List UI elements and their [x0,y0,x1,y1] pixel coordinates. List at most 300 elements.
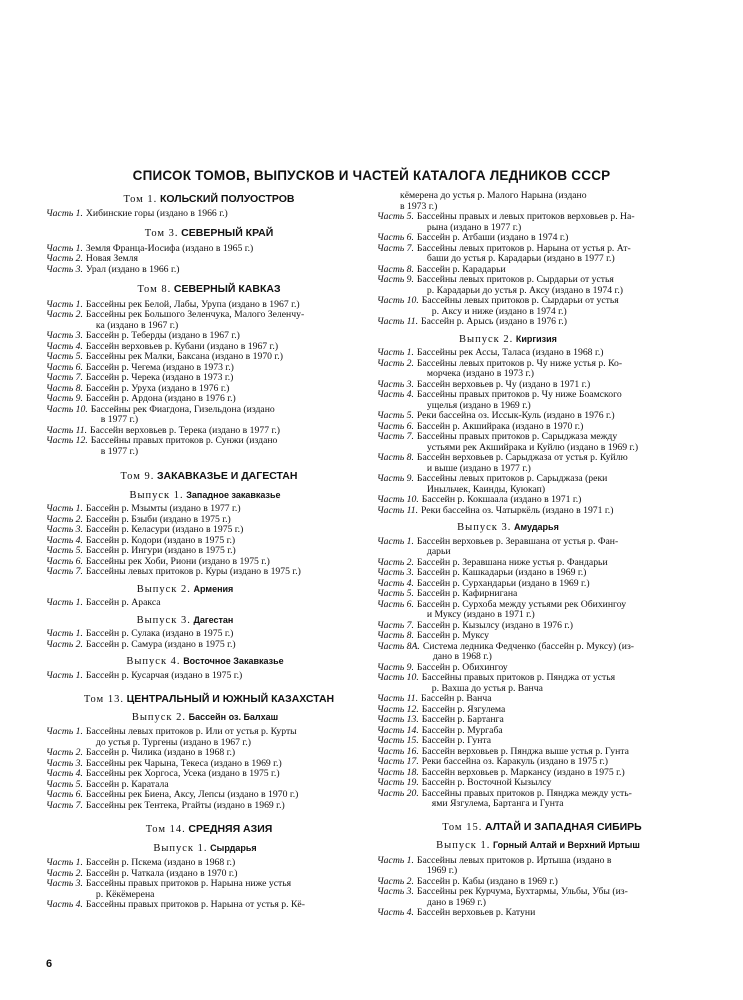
catalog-part-entry [46,790,364,801]
part-description-line: дарьи [426,546,451,557]
catalog-part-entry [46,405,364,426]
part-description-line: Бассейн р. Кызылсу (издано в 1976 г.) [416,620,573,631]
part-description-line: Бассейн р. Ардона (издано в 1976 г.) [85,394,236,404]
catalog-part-entry [377,778,699,789]
right-column [377,191,699,919]
part-description-line: устьями рек Акшийрака и Куйлю (издано в 1969 г.) [426,441,639,453]
part-description-line: Бассейн р. Кусарчая (издано в 1975 г.) [85,670,243,681]
issue-heading [6,584,364,596]
catalog-part-entry [46,671,364,682]
part-description-line: Бассейн р. Обихингоу [416,662,508,673]
part-label: Часть 3. [46,264,83,275]
part-list [377,856,699,919]
catalog-part-entry [377,856,699,877]
part-description-line: Бассейн р. Сурхандарьи (издано в 1969 г.) [416,578,590,589]
part-description [86,310,364,331]
part-label: Часть 2. [46,748,83,758]
issue-label: Выпуск 2. [131,711,187,723]
part-description-line: Бассейны правых притоков р. Сарыджаза между [416,432,618,442]
part-label: Часть 1. [46,299,83,310]
part-description-line: Бассейны рек Малки, Баксана (издано в 1970 г.) [85,352,283,362]
part-description [417,432,699,453]
catalog-part-entry [377,212,699,233]
part-label: Часть 4. [46,769,83,779]
volume-label: Том 3. [144,228,179,239]
part-description-line: Бассейн р. Чаткала (издано в 1970 г.) [85,868,238,879]
part-description-line: Бассейн р. Карадарьи [416,264,506,275]
part-description [417,589,699,600]
catalog-part-entry [46,567,364,578]
catalog-part-entry [46,598,364,609]
part-description-line: Бассейны рек Чарына, Текеса (издано в 1969 г.) [85,758,282,769]
part-description [86,801,364,812]
part-label: Часть 2. [46,514,83,525]
part-description-line: Бассейн р. Пскема (издано в 1968 г.) [85,858,236,868]
part-description [417,600,699,621]
part-description-line: Урал (издано в 1966 г.) [85,264,180,275]
catalog-part-entry [46,640,364,651]
part-description-line: Бассейны рек Курчума, Бухтармы, Ульбы, Убы (из- [416,887,628,897]
issue-heading [317,522,699,534]
catalog-part-entry [46,394,364,405]
part-list [46,209,364,220]
volume-heading [46,471,364,483]
part-label: Часть 8А. [377,641,420,652]
continued-line: в 1973 г.) [400,200,438,212]
catalog-part-entry [377,589,699,600]
catalog-part-entry [377,747,699,758]
part-label: Часть 5. [377,212,414,222]
part-description [86,598,364,609]
part-description-line: Иныльчек, Каинды, Куюкап) [426,483,546,495]
part-label: Часть 4. [377,908,414,918]
part-description [86,300,364,311]
issue-name: Западное закавказье [186,489,281,500]
part-label: Часть 7. [377,432,414,442]
catalog-part-entry [46,436,364,457]
catalog-part-entry [46,546,364,557]
catalog-part-entry [377,579,699,590]
part-description [86,900,364,911]
catalog-part-entry [377,600,699,621]
part-label: Часть 15. [377,736,419,746]
issue-label: Выпуск 1. [129,489,184,501]
part-label: Часть 6. [377,233,414,243]
page-number: 6 [46,958,53,970]
part-description [417,621,699,632]
part-label: Часть 2. [377,876,414,887]
part-description [86,748,364,759]
part-label: Часть 20. [377,788,419,799]
part-description-line: Бассейн верховьев р. Пянджа выше устья р. Гунта [421,746,629,757]
part-description-line: Бассейн верховьев р. Катуни [416,908,536,918]
part-description [86,769,364,780]
part-label: Часть 10. [377,673,419,683]
issue-name: Восточное Закавказье [183,656,284,666]
catalog-part-entry [377,233,699,244]
continued-text [377,191,699,212]
part-description-line: дано в 1969 г.) [426,896,486,908]
part-description-line: Бассейны рек Тентека, Ргайты (издано в 1969 г.) [85,800,285,811]
catalog-part-entry [46,384,364,395]
part-description [422,747,699,758]
part-description [422,296,699,317]
part-list [46,858,364,911]
catalog-part-entry [377,275,699,296]
part-label: Часть 14. [377,725,419,736]
catalog-part-entry [377,265,699,276]
part-description-line: Бассейн р. Чегема (издано в 1973 г.) [85,362,234,373]
part-label: Часть 7. [46,567,83,577]
part-label: Часть 8. [377,453,414,463]
volume-name: ЗАКАВКАЗЬЕ И ДАГЕСТАН [156,470,298,482]
catalog-part-entry [46,310,364,331]
catalog-part-entry [46,363,364,374]
part-description-line: Бассейны рек Биена, Аксу, Лепсы (издано в 1970 г.) [85,790,299,800]
continued-line: кёмерена до устья р. Малого Нарына (издано [400,190,587,201]
part-description [86,384,364,395]
part-description [417,453,699,474]
volume-name: СЕВЕРНЫЙ КАВКАЗ [173,283,281,295]
part-description [91,405,364,426]
part-description [86,373,364,384]
part-description [417,244,699,265]
part-label: Часть 7. [46,373,83,383]
part-label: Часть 9. [377,275,414,285]
issue-heading [317,334,699,346]
part-label: Часть 5. [377,411,414,421]
part-description [423,642,699,663]
catalog-part-entry [377,411,699,422]
part-description [86,790,364,801]
part-description-line: баши до устья р. Карадарьи (издано в 1977 г.) [426,253,615,264]
part-description-line: до устья р. Тургены (издано в 1967 г.) [95,736,251,748]
part-label: Часть 10. [377,495,419,505]
part-description-line: Бассейн р. Кокшаала (издано в 1971 г.) [421,495,582,505]
part-label: Часть 10. [46,404,88,415]
part-description-line: Бассейн верховьев р. Чу (издано в 1971 г.) [416,379,591,390]
part-description-line: ущелья (издано в 1969 г.) [426,399,531,411]
part-description-line: Бассейны рек Большого Зеленчука, Малого Зеленчу- [85,310,305,320]
part-description-line: Бассейн р. Аракса [85,598,161,608]
part-description-line: Бассейн р. Восточной Кызылсу [421,778,552,788]
part-description-line: Бассейн р. Арысь (издано в 1976 г.) [421,317,567,327]
part-description [86,504,364,515]
part-label: Часть 13. [377,715,419,725]
part-description [417,212,699,233]
part-description [417,558,699,569]
part-description-line: Бассейн р. Теберды (издано в 1967 г.) [85,331,240,341]
catalog-part-entry [377,380,699,391]
part-description-line: и выше (издано в 1977 г.) [426,462,531,474]
catalog-part-entry [377,908,699,919]
part-label: Часть 3. [46,525,83,535]
part-description-line: ями Язгулема, Бартанга и Гунта [431,798,564,809]
catalog-part-entry [377,317,699,328]
part-list [46,727,364,811]
part-description [417,411,699,422]
part-label: Часть 3. [377,379,414,390]
part-label: Часть 7. [46,800,83,811]
catalog-part-entry [46,209,364,220]
part-description-line: дано в 1968 г.) [432,651,492,662]
part-description [91,436,364,457]
part-description-line: Бассейны рек Хоргоса, Усека (издано в 1975 г.) [85,769,280,779]
catalog-part-entry [46,759,364,770]
catalog-part-entry [377,694,699,705]
catalog-part-entry [377,726,699,737]
catalog-part-entry [377,673,699,694]
catalog-part-entry [46,254,364,265]
part-label: Часть 3. [377,568,414,578]
part-description-line: Новая Земля [85,254,138,264]
part-label: Часть 1. [46,858,83,868]
catalog-part-entry [46,504,364,515]
volume-label: Том 9. [120,471,155,482]
part-label: Часть 3. [46,879,83,889]
catalog-part-entry [377,359,699,380]
part-description [86,759,364,770]
part-label: Часть 11. [377,317,419,327]
part-description-line: Земля Франца-Иосифа (издано в 1965 г.) [85,243,254,254]
catalog-part-entry [377,432,699,453]
part-list [46,671,364,682]
volume-heading [46,824,364,836]
part-description-line: Бассейн р. Кабы (издано в 1969 г.) [416,876,558,887]
left-column [46,190,364,911]
part-label: Часть 1. [377,855,414,866]
part-description-line: Бассейны правых притоков р. Нарына от устья р. Кё- [85,900,305,910]
issue-name: Киргизия [515,333,557,344]
part-description-line: Бассейн р. Атбаши (издано в 1974 г.) [416,233,569,243]
catalog-part-entry [46,748,364,759]
part-label: Часть 1. [46,629,83,639]
part-label: Часть 1. [46,598,83,608]
part-label: Часть 16. [377,746,419,757]
part-description [90,426,364,437]
volume-heading [377,822,699,834]
part-description-line: Бассейн р. Каратала [85,779,169,790]
part-description-line: Бассейн р. Кашкадарьи (издано в 1969 г.) [416,568,587,578]
part-label: Часть 2. [46,868,83,879]
catalog-part-entry [46,727,364,748]
catalog-part-entry [46,858,364,869]
part-label: Часть 5. [46,779,83,790]
volume-name: СЕВЕРНЫЙ КРАЙ [181,227,274,239]
part-description-line: Бассейн р. Уруха (издано в 1976 г.) [85,383,230,394]
catalog-part-entry [377,558,699,569]
part-description [417,380,699,391]
part-description-line: Реки бассейна оз. Чатыркёль (издано в 1971 г.) [421,505,614,516]
issue-label: Выпуск 2. [459,333,514,345]
catalog-part-entry [377,453,699,474]
volume-label: Том 8. [137,284,172,295]
part-description [417,275,699,296]
part-description-line: и Муксу (издано в 1971 г.) [426,609,535,620]
part-label: Часть 6. [46,362,83,373]
catalog-part-entry [377,244,699,265]
part-description-line: Бассейны левых притоков р. Куры (издано в 1975 г.) [85,567,301,577]
part-description-line: Реки бассейна оз. Иссык-Куль (издано в 1976 г.) [416,411,615,421]
catalog-part-entry [377,348,699,359]
part-description-line: в 1977 г.) [100,445,139,457]
part-label: Часть 2. [46,254,83,264]
part-description [86,858,364,869]
part-description [86,780,364,791]
part-description [417,856,699,877]
part-description-line: р. Вахша до устья р. Ванча [431,682,543,694]
volume-name: АЛТАЙ И ЗАПАДНАЯ СИБИРЬ [484,820,642,833]
part-description [421,506,699,517]
part-description-line: Бассейны левых притоков р. Нарына от устья р. Ат- [416,243,631,254]
catalog-part-entry [46,426,364,437]
catalog-part-entry [46,769,364,780]
part-label: Часть 2. [46,310,83,320]
part-label: Часть 1. [46,670,83,681]
catalog-part-entry [377,568,699,579]
part-description [417,390,699,411]
issue-label: Выпуск 3. [457,522,512,533]
issue-label: Выпуск 1. [153,842,208,854]
part-description-line: Бассейн р. Чилика (издано в 1968 г.) [85,748,236,758]
part-description-line: Бассейн р. Кодори (издано в 1975 г.) [85,535,236,546]
part-description [422,705,699,716]
part-description-line: Бассейны правых и левых притоков верховьев р. На- [416,212,635,222]
part-label: Часть 9. [377,662,414,673]
part-label: Часть 8. [377,264,414,275]
issue-heading [377,840,699,852]
catalog-part-entry [377,537,699,558]
catalog-part-entry [46,300,364,311]
issue-label: Выпуск 4. [126,656,181,667]
catalog-part-entry [46,869,364,880]
part-description [86,557,364,568]
part-label: Часть 6. [377,421,414,432]
part-description-line: Бассейн р. Сурхоба между устьями рек Обихингоу [416,599,627,610]
issue-heading [46,712,364,724]
part-label: Часть 17. [377,757,419,767]
part-description-line: Бассейны левых притоков р. Иртыша (издано в [416,855,612,866]
issue-name: Амударья [514,522,559,532]
part-label: Часть 1. [377,348,414,358]
catalog-part-entry [46,244,364,255]
part-description-line: Хибинские горы (издано в 1966 г.) [85,208,228,219]
part-description [86,209,364,220]
part-label: Часть 12. [46,436,88,446]
part-description-line: Бассейн р. Мзымты (издано в 1977 г.) [85,504,241,514]
part-description [417,908,699,919]
catalog-part-entry [377,474,699,495]
part-description [86,352,364,363]
part-description [422,757,699,768]
part-label: Часть 6. [46,556,83,567]
issue-name: Дагестан [193,614,234,625]
issue-heading [6,615,364,627]
catalog-part-entry [377,506,699,517]
part-label: Часть 11. [377,694,419,704]
part-description [417,422,699,433]
catalog-part-entry [377,390,699,411]
volume-label: Том 1. [123,194,158,205]
part-list [46,629,364,650]
part-description [422,789,699,810]
part-description [422,736,699,747]
catalog-part-entry [46,801,364,812]
part-description [86,244,364,255]
part-list [46,300,364,458]
issue-name: Армения [193,583,234,594]
part-description-line: Бассейн р. Язгулема [421,704,506,715]
part-description-line: Бассейн р. Черека (издано в 1973 г.) [85,373,234,383]
part-label: Часть 11. [377,505,419,516]
catalog-part-entry [46,900,364,911]
part-description-line: Система ледника Федченко (бассейн р. Муксу) (из- [422,641,635,652]
catalog-part-entry [377,705,699,716]
part-label: Часть 1. [46,727,83,737]
part-description [417,265,699,276]
part-description-line: Бассейн р. Келасури (издано в 1975 г.) [85,525,244,535]
part-description-line: в 1977 г.) [100,414,139,425]
part-label: Часть 10. [377,296,419,306]
part-description-line: Бассейн верховьев р. Терека (издано в 1977 г.) [90,425,281,436]
part-description [86,567,364,578]
part-description-line: рына (издано в 1977 г.) [426,221,522,233]
part-list [377,212,699,328]
part-label: Часть 5. [377,589,414,599]
catalog-part-entry [377,296,699,317]
part-description-line: Бассейны левых притоков р. Сырдарьи от устья [416,275,614,285]
part-label: Часть 4. [377,578,414,589]
issue-label: Выпуск 2. [136,583,191,595]
part-description-line: Бассейн р. Бзыби (издано в 1975 г.) [85,514,231,525]
part-description [417,663,699,674]
part-label: Часть 3. [377,887,414,897]
part-list [377,537,699,810]
part-label: Часть 7. [377,620,414,631]
catalog-part-entry [377,495,699,506]
part-description [421,317,699,328]
part-label: Часть 6. [46,790,83,800]
catalog-part-entry [377,663,699,674]
part-description [417,474,699,495]
part-description [86,671,364,682]
part-label: Часть 9. [377,474,414,484]
volume-heading [46,194,364,206]
part-list [377,348,699,516]
part-description [417,348,699,359]
part-description-line: Бассейны правых притоков р. Чу ниже Боамского [416,390,622,400]
part-description [86,629,364,640]
part-description-line: Бассейны левых притоков р. Чу ниже устья р. Ко- [416,358,623,369]
part-description-line: р. Карадарьи до устья р. Аксу (издано в 1974 г.) [426,284,623,296]
part-description [422,768,699,779]
part-label: Часть 1. [377,536,414,547]
part-description-line: морчека (издано в 1973 г.) [426,368,535,379]
part-description [422,495,699,506]
part-description [417,359,699,380]
part-description-line: Бассейны правых притоков р. Нарына ниже устья [85,879,292,889]
part-description-line: 1969 г.) [426,865,458,876]
part-description [422,673,699,694]
page-title: СПИСОК ТОМОВ, ВЫПУСКОВ И ЧАСТЕЙ КАТАЛОГА ЛЕДНИКОВ СССР [132,168,611,183]
volume-label: Том 15. [442,821,483,833]
part-description-line: Бассейн р. Ингури (издано в 1975 г.) [85,546,236,556]
part-label: Часть 8. [46,383,83,394]
part-label: Часть 19. [377,778,419,788]
part-description-line: Бассейны левых притоков р. Или от устья р. Курты [85,727,297,737]
part-description-line: Бассейн верховьев р. Кубани (издано в 1967 г.) [85,341,279,352]
part-description [86,363,364,374]
